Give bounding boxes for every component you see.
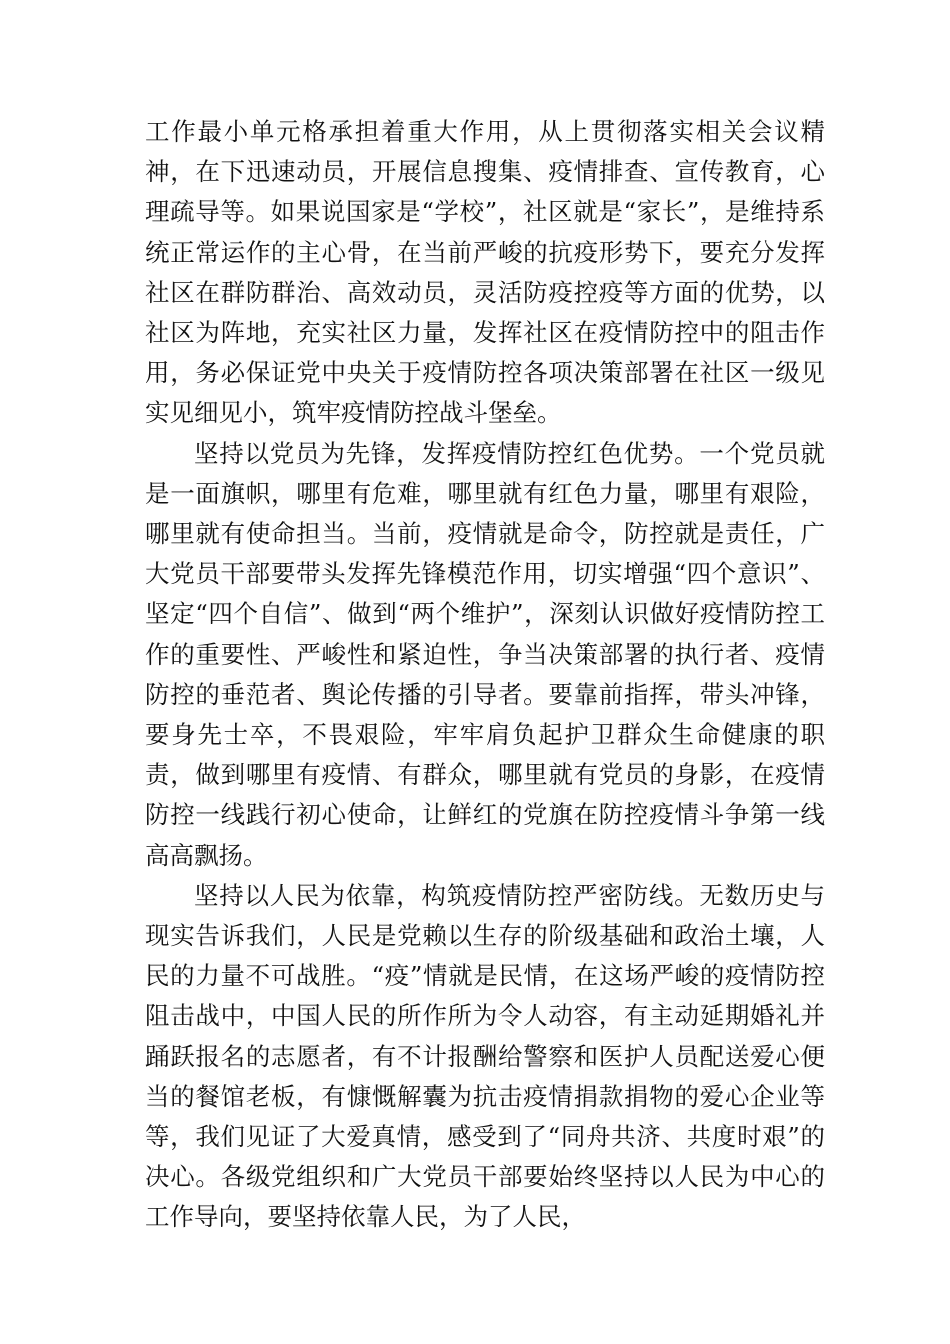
- paragraph-rely-on-people: 坚持以人民为依靠，构筑疫情防控严密防线。无数历史与现实告诉我们，人民是党赖以生存的阶级基础和政治土壤，人民的力量不可战胜。“疫”情就是民情，在这场严峻的疫情防控阻击战中，中国人民的所作所为令人动容，有主动延期婚礼并踊跃报名的志愿者，有不计报酬给警察和医护人员配送爱心便当的餐馆老板，有慷慨解囊为抗击疫情捐款捐物的爱心企业等等，我们见证了大爱真情，感受到了“同舟共济、共度时艰”的决心。各级党组织和广大党员干部要始终坚持以人民为中心的工作导向，要坚持依靠人民，为了人民，: [145, 880, 825, 1232]
- body-text: [145, 112, 825, 1238]
- paragraph-party-members-vanguard: 坚持以党员为先锋，发挥疫情防控红色优势。一个党员就是一面旗帜，哪里有危难，哪里就有红色力量，哪里有艰险，哪里就有使命担当。当前，疫情就是命令，防控就是责任，广大党员干部要带头发挥先锋模范作用，切实增强“四个意识”、坚定“四个自信”、做到“两个维护”，深刻认识做好疫情防控工作的重要性、严峻性和紧迫性，争当决策部署的执行者、疫情防控的垂范者、舆论传播的引导者。要靠前指挥，带头冲锋，要身先士卒，不畏艰险，牢牢肩负起护卫群众生命健康的职责，做到哪里有疫情、有群众，哪里就有党员的身影，在疫情防控一线践行初心使命，让鲜红的党旗在防控疫情斗争第一线高高飘扬。: [145, 438, 825, 870]
- paragraph-community-role: 工作最小单元格承担着重大作用，从上贯彻落实相关会议精神，在下迅速动员，开展信息搜集、疫情排查、宣传教育，心理疏导等。如果说国家是“学校”，社区就是“家长”，是维持系统正常运作的主心骨，在当前严峻的抗疫形势下，要充分发挥社区在群防群治、高效动员，灵活防疫控疫等方面的优势，以社区为阵地，充实社区力量，发挥社区在疫情防控中的阻击作用，务必保证党中央关于疫情防控各项决策部署在社区一级见实见细见小，筑牢疫情防控战斗堡垒。: [145, 117, 825, 428]
